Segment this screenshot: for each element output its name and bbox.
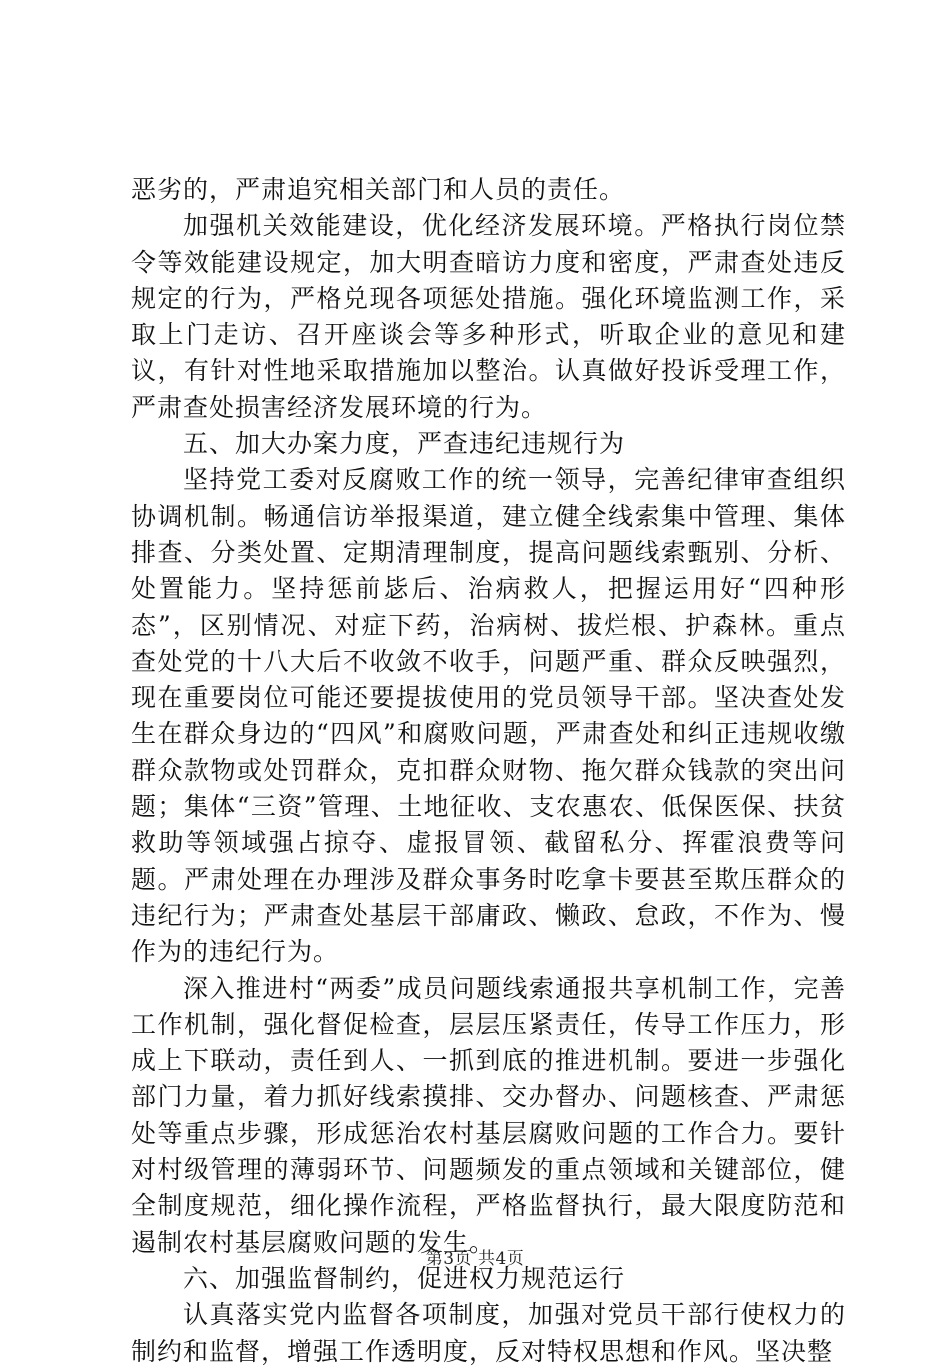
paragraph-4: 坚持党工委对反腐败工作的统一领导，完善纪律审查组织协调机制。畅通信访举报渠道，建立健全线索集中管理、集体排查、分类处置、定期清理制度，提高问题线索甄别、分析、处置能力。坚持惩前毖后、治病救人，把握运用好“四种形态”，区别情况、对症下药，治病树、拔烂根、护森林。重点查处党的十八大后不收敛不收手，问题严重、群众反映强烈，现在重要岗位可能还要提拔使用的党员领导干部。坚决查处发生在群众身边的“四风”和腐败问题，严肃查处和纠正违规收缴群众款物或处罚群众，克扣群众财物、拖欠群众钱款的突出问题；集体“三资”管理、土地征收、支农惠农、低保医保、扶贫救助等领域强占掠夺、虚报冒领、截留私分、挥霍浪费等问题。严肃处理在办理涉及群众事务时吃拿卡要甚至欺压群众的违纪行为；严肃查处基层干部庸政、懒政、怠政，不作为、慢作为的违纪行为。	[131, 465, 846, 967]
document-body	[131, 172, 846, 1370]
paragraph-1: 恶劣的，严肃追究相关部门和人员的责任。	[131, 175, 626, 204]
paragraph-7: 认真落实党内监督各项制度，加强对党员干部行使权力的制约和监督，增强工作透明度，反对特权思想和作风。坚决整	[131, 1300, 846, 1366]
section-heading-5: 五、加大办案力度，严查违纪违规行为	[183, 429, 626, 459]
paragraph-5: 深入推进村“两委”成员问题线索通报共享机制工作，完善工作机制，强化督促检查，层层压紧责任，传导工作压力，形成上下联动，责任到人、一抓到底的推进机制。要进一步强化部门力量，着力抓好线索摸排、交办督办、问题核查、严肃惩处等重点步骤，形成惩治农村基层腐败问题的工作合力。要针对村级管理的薄弱环节、问题频发的重点领域和关键部位，健全制度规范，细化操作流程，严格监督执行，最大限度防范和遏制农村基层腐败问题的发生。	[131, 973, 846, 1257]
page-number-footer: 第3页 共4页	[425, 1249, 525, 1269]
paragraph-2: 加强机关效能建设，优化经济发展环境。严格执行岗位禁令等效能建设规定，加大明查暗访力度和密度，严肃查处违反规定的行为，严格兑现各项惩处措施。强化环境监测工作，采取上门走访、召开座谈会等多种形式，听取企业的意见和建议，有针对性地采取措施加以整治。认真做好投诉受理工作，严肃查处损害经济发展环境的行为。	[131, 211, 846, 422]
section-heading-6: 六、加强监督制约，促进权力规范运行	[183, 1263, 626, 1293]
